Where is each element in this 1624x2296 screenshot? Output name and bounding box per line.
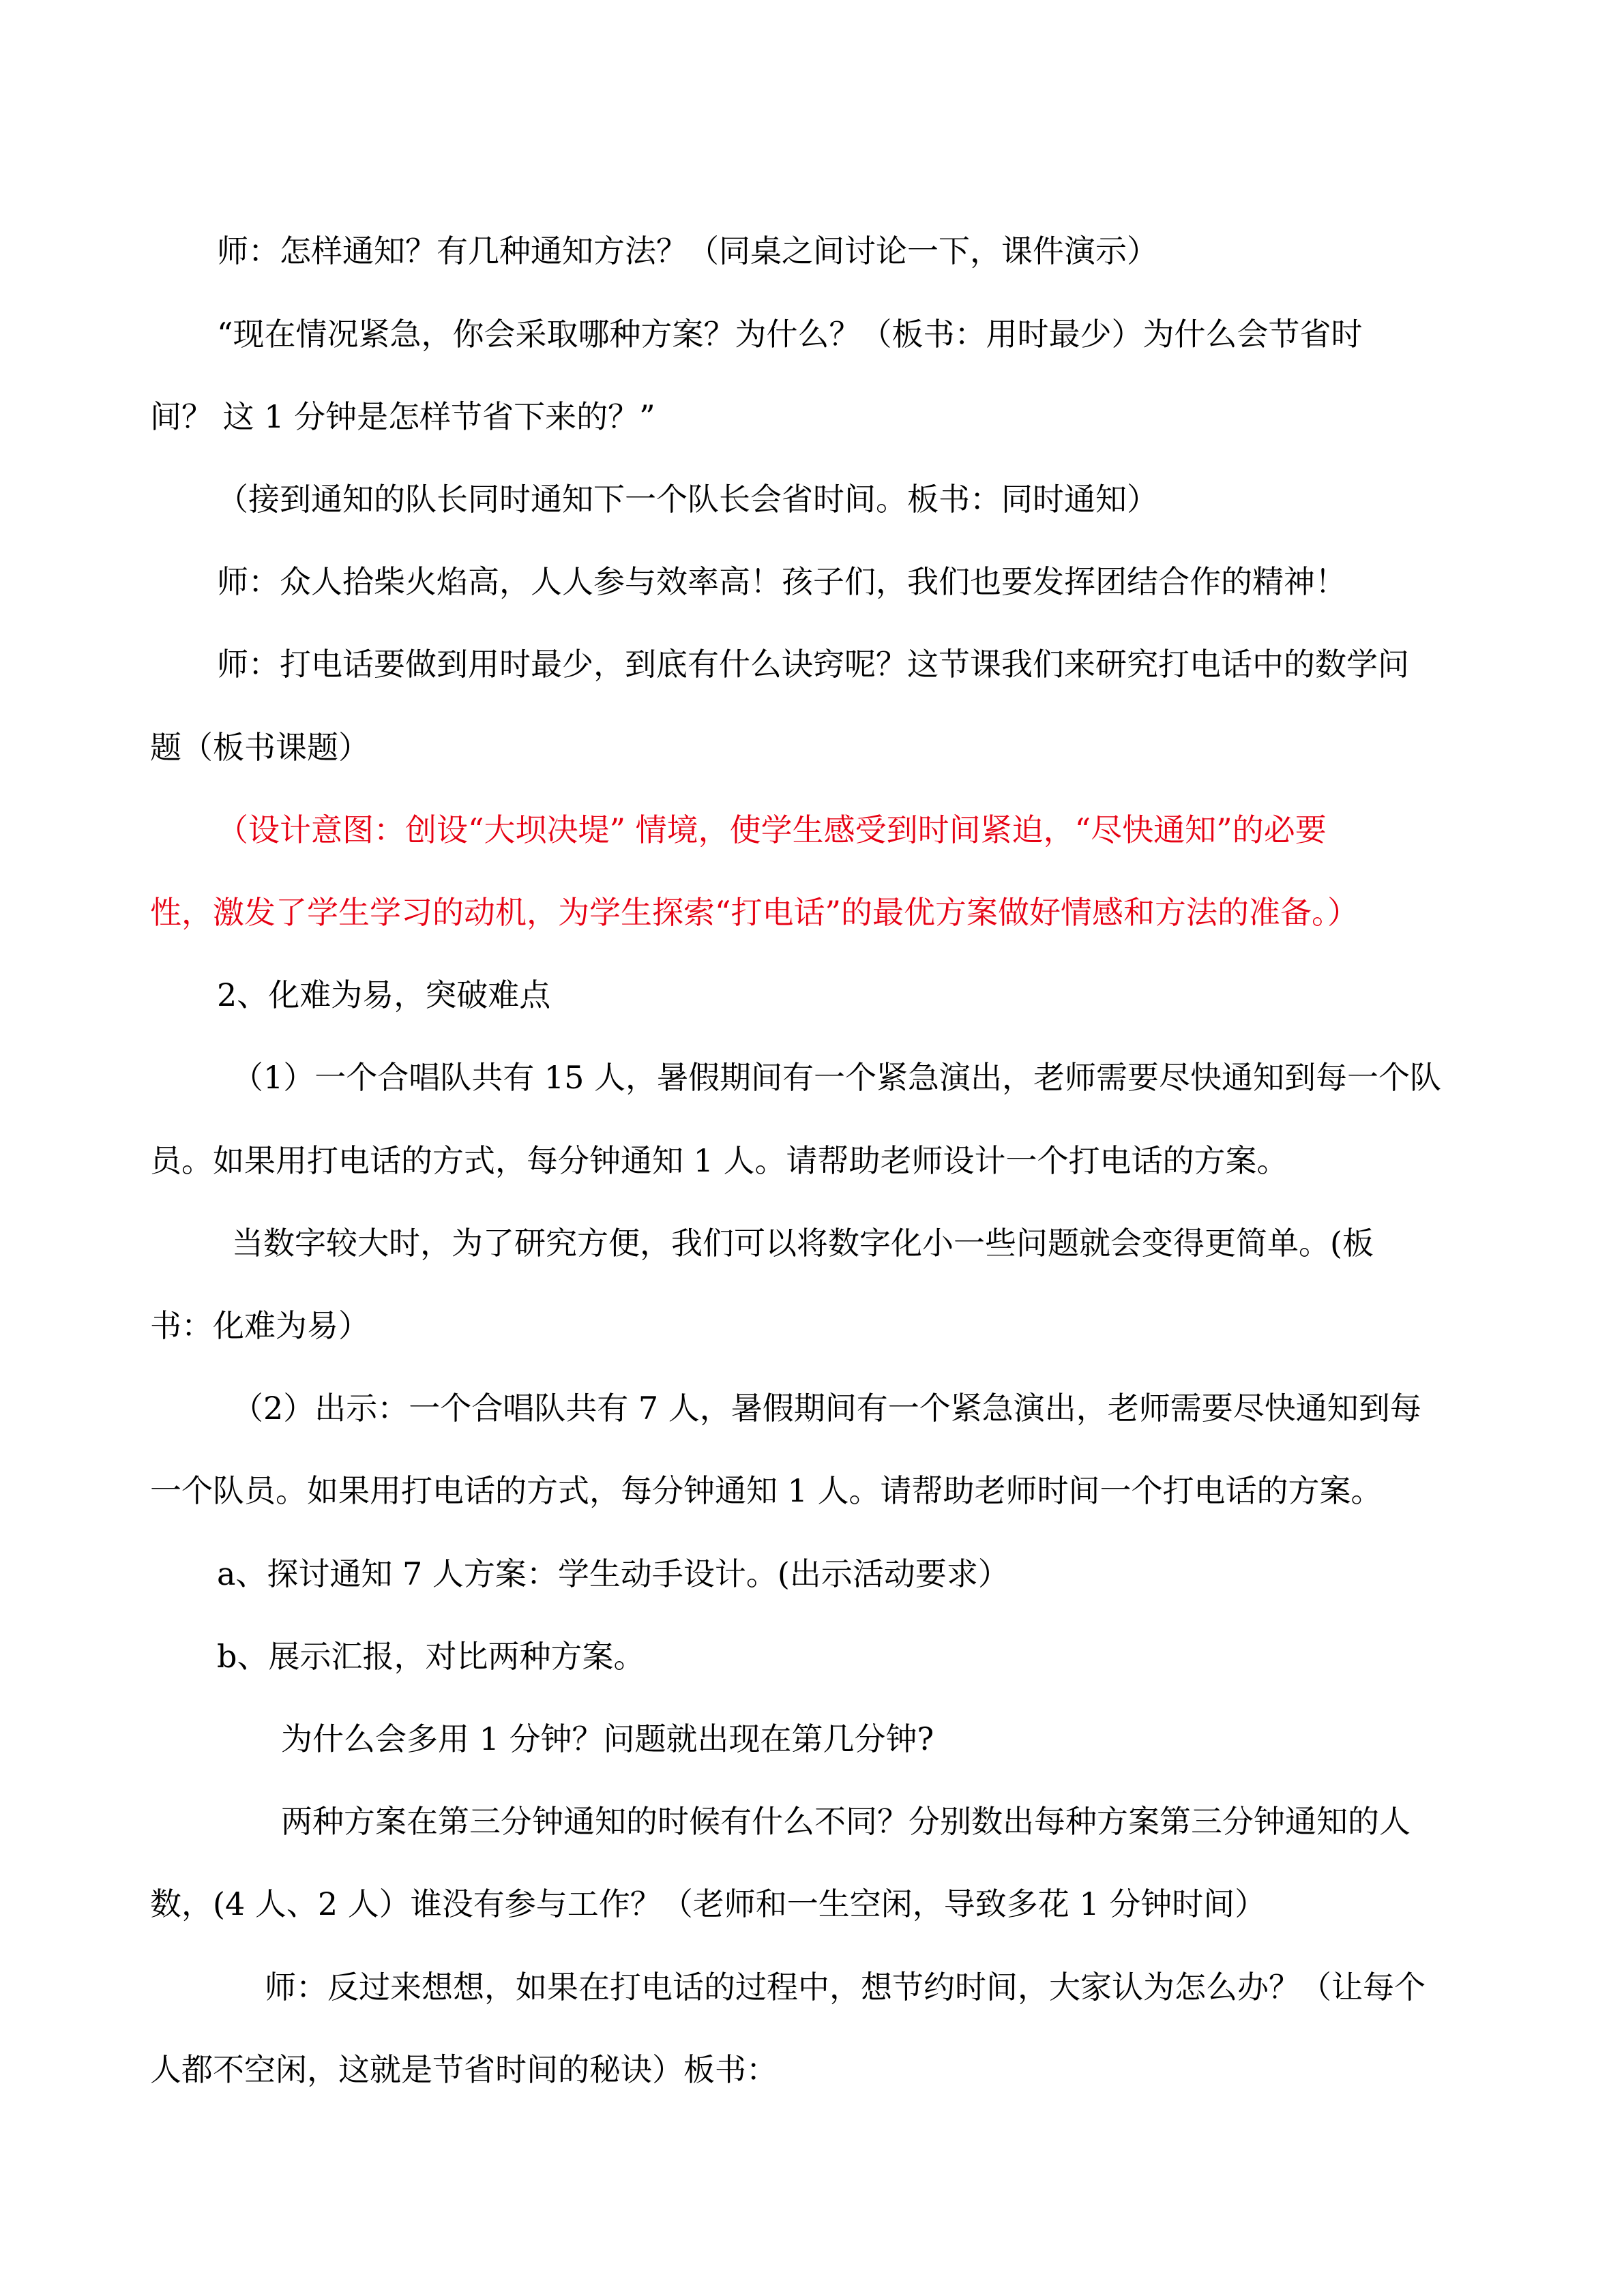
paragraph-line: b、展示汇报，对比两种方案。 — [217, 1638, 645, 1675]
paragraph-line: 题（板书课题） — [150, 729, 370, 766]
paragraph-line: a、探讨通知 7 人方案：学生动手设计。(出示活动要求） — [217, 1555, 1009, 1592]
section-heading: 2、化难为易，突破难点 — [217, 976, 551, 1013]
paragraph-line: 为什么会多用 1 分钟？问题就出现在第几分钟? — [281, 1720, 934, 1757]
paragraph-line: （接到通知的队长同时通知下一个队长会省时间。板书：同时通知） — [217, 481, 1158, 518]
paragraph-line: 数，(4 人、2 人）谁没有参与工作？（老师和一生空闲，导致多花 1 分钟时间） — [150, 1885, 1267, 1922]
paragraph-line: 师：怎样通知？有几种通知方法？（同桌之间讨论一下，课件演示） — [217, 233, 1158, 269]
paragraph-line: 书：化难为易） — [150, 1307, 370, 1344]
paragraph-line: 两种方案在第三分钟通知的时候有什么不同？分别数出每种方案第三分钟通知的人 — [281, 1803, 1411, 1840]
design-intent-line: 性，激发了学生学习的动机，为学生探索“打电话”的最优方案做好情感和方法的准备。） — [150, 894, 1359, 931]
design-intent-line: （设计意图：创设“大坝决堤” 情境，使学生感受到时间紧迫，“尽快通知”的必要 — [217, 811, 1327, 848]
paragraph-line: （2）出示：一个合唱队共有 7 人，暑假期间有一个紧急演出，老师需要尽快通知到每 — [232, 1390, 1421, 1427]
paragraph-line: 当数字较大时，为了研究方便，我们可以将数字化小一些问题就会变得更简单。(板 — [232, 1225, 1374, 1262]
paragraph-line: 师：反过来想想，如果在打电话的过程中，想节约时间，大家认为怎么办？（让每个 — [265, 1969, 1426, 2006]
paragraph-line: 师：众人拾柴火焰高，人人参与效率高！孩子们，我们也要发挥团结合作的精神！ — [217, 563, 1346, 600]
paragraph-line: 一个队员。如果用打电话的方式，每分钟通知 1 人。请帮助老师时间一个打电话的方案。 — [150, 1472, 1383, 1509]
paragraph-line: （1）一个合唱队共有 15 人，暑假期间有一个紧急演出，老师需要尽快通知到每一个队 — [232, 1059, 1442, 1096]
paragraph-line: 师：打电话要做到用时最少，到底有什么诀窍呢？这节课我们来研究打电话中的数学问 — [217, 646, 1409, 683]
paragraph-line: 人都不空闲，这就是节省时间的秘诀）板书： — [150, 2051, 778, 2088]
paragraph-line: 员。如果用打电话的方式，每分钟通知 1 人。请帮助老师设计一个打电话的方案。 — [150, 1142, 1288, 1179]
paragraph-line: 间？ 这 1 分钟是怎样节省下来的？” — [150, 398, 655, 435]
paragraph-line: “现在情况紧急，你会采取哪种方案？为什么？（板书：用时最少）为什么会节省时 — [217, 316, 1363, 353]
